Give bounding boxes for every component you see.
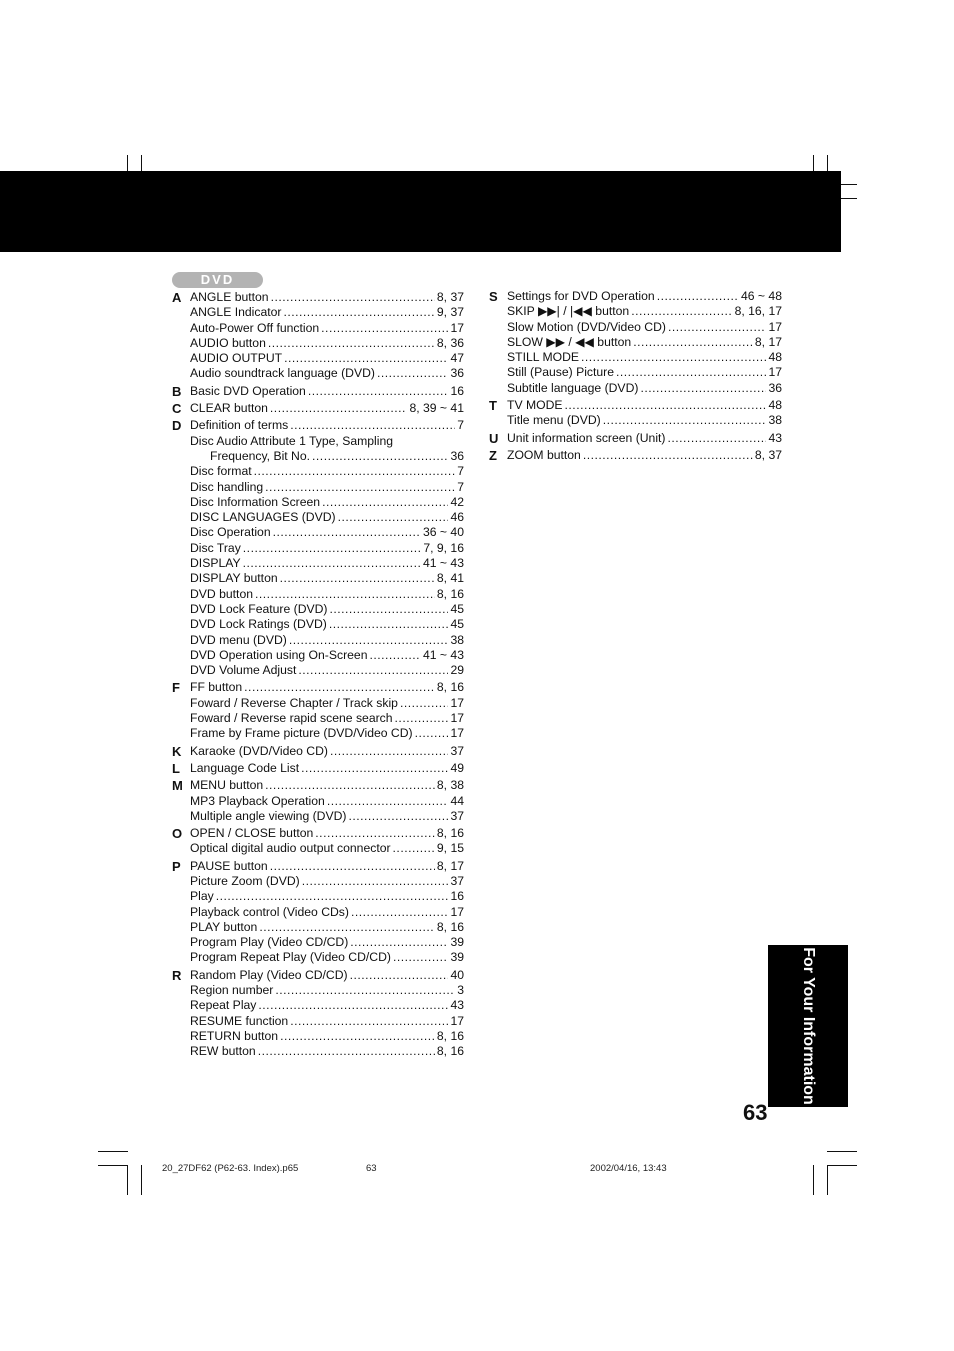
dot-leader <box>258 998 448 1013</box>
index-letter-group <box>489 431 782 446</box>
index-term: Play <box>190 889 214 904</box>
index-term: Still (Pause) Picture <box>507 365 615 380</box>
dot-leader <box>377 366 448 381</box>
index-entry <box>190 464 464 479</box>
index-letter-group <box>489 289 782 396</box>
dot-leader <box>284 351 448 366</box>
dot-leader <box>369 648 421 663</box>
index-entry <box>507 304 782 319</box>
index-entry <box>190 950 464 965</box>
index-pages: 41 ~ 43 <box>422 647 464 662</box>
index-letter: Z <box>489 447 497 463</box>
index-pages: 37 <box>450 808 464 823</box>
index-letter-group <box>489 398 782 429</box>
index-term: ZOOM button <box>507 447 581 462</box>
index-term: Definition of terms <box>190 418 289 433</box>
index-term: Slow Motion (DVD/Video CD) <box>507 319 666 334</box>
index-entry <box>190 510 464 525</box>
index-pages: 36 <box>450 366 464 381</box>
index-pages: 43 <box>450 998 464 1013</box>
dot-leader <box>583 448 753 463</box>
index-term: REW button <box>190 1044 256 1059</box>
dot-leader <box>270 859 435 874</box>
dot-leader <box>290 418 455 433</box>
index-pages: 41 ~ 43 <box>422 556 464 571</box>
index-term: Disc format <box>190 464 252 479</box>
index-letter-group <box>172 680 464 741</box>
dot-leader <box>259 920 435 935</box>
index-pages: 39 <box>450 950 464 965</box>
footer-timestamp: 2002/04/16, 13:43 <box>590 1163 667 1174</box>
index-letter-group <box>489 448 782 463</box>
index-term: Playback control (Video CDs) <box>190 904 349 919</box>
index-entry <box>190 889 464 904</box>
index-pages: 9, 37 <box>436 305 464 320</box>
index-term: FF button <box>190 680 243 695</box>
dot-leader <box>329 617 449 632</box>
dot-leader <box>243 541 422 556</box>
index-pages: 17 <box>450 904 464 919</box>
crop-mark <box>813 1165 814 1195</box>
index-pages: 39 <box>450 935 464 950</box>
index-pages: 36 ~ 40 <box>422 525 464 540</box>
dot-leader <box>350 968 449 983</box>
index-entry <box>190 366 464 381</box>
index-entry <box>190 525 464 540</box>
index-term: Basic DVD Operation <box>190 383 306 398</box>
index-term: TV MODE <box>507 398 563 413</box>
index-pages: 46 <box>450 510 464 525</box>
dot-leader <box>301 761 448 776</box>
index-term: Frame by Frame picture (DVD/Video CD) <box>190 726 413 741</box>
index-pages: 45 <box>450 601 464 616</box>
index-entry <box>507 381 782 396</box>
index-term: Random Play (Video CD/CD) <box>190 967 348 982</box>
index-letter: U <box>489 430 499 446</box>
index-entry <box>190 761 464 776</box>
index-letter: C <box>172 401 182 417</box>
dot-leader <box>312 449 448 464</box>
index-pages: 8, 16 <box>436 1028 464 1043</box>
side-tab-label: For Your Information <box>800 947 817 1105</box>
dot-leader <box>254 464 456 479</box>
index-pages: 7 <box>457 418 464 433</box>
index-entry <box>190 809 464 824</box>
index-pages: 16 <box>450 383 464 398</box>
index-pages: 44 <box>450 793 464 808</box>
index-entry <box>190 321 464 336</box>
index-entry <box>190 794 464 809</box>
index-pages: 17 <box>450 1013 464 1028</box>
index-term: Program Play (Video CD/CD) <box>190 935 349 950</box>
index-term: DVD Volume Adjust <box>190 663 297 678</box>
index-entry <box>190 495 464 510</box>
index-pages: 37 <box>450 873 464 888</box>
dot-leader <box>565 398 767 413</box>
index-left-column <box>172 290 464 1062</box>
footer-page: 63 <box>366 1163 377 1174</box>
crop-mark <box>98 1151 128 1152</box>
index-term: Disc Tray <box>190 540 241 555</box>
index-entry <box>190 859 464 874</box>
dot-leader <box>631 304 732 319</box>
index-pages: 8, 38 <box>436 778 464 793</box>
index-pages: 38 <box>450 632 464 647</box>
index-pages: 45 <box>450 617 464 632</box>
index-term: Settings for DVD Operation <box>507 289 655 303</box>
index-pages: 38 <box>768 413 782 428</box>
index-letter-group <box>172 826 464 857</box>
index-entry <box>190 841 464 856</box>
index-letter-group <box>172 418 464 678</box>
dot-leader <box>244 680 435 695</box>
index-term: OPEN / CLOSE button <box>190 826 314 841</box>
index-entry <box>190 663 464 678</box>
index-letter-group <box>172 401 464 416</box>
crop-mark <box>827 1165 857 1166</box>
index-entry <box>190 920 464 935</box>
index-term: RESUME function <box>190 1013 289 1028</box>
dot-leader <box>657 289 739 304</box>
index-entry <box>190 290 464 305</box>
index-letter-group <box>172 744 464 759</box>
dot-leader <box>298 663 448 678</box>
dot-leader <box>283 305 434 320</box>
crop-mark <box>127 1165 128 1195</box>
dot-leader <box>603 413 767 428</box>
index-entry <box>190 418 464 433</box>
index-term: Picture Zoom (DVD) <box>190 873 300 888</box>
index-entry <box>190 587 464 602</box>
index-entry <box>190 696 464 711</box>
index-entry <box>507 431 782 446</box>
index-term: DVD Operation using On-Screen <box>190 647 368 662</box>
index-letter: O <box>172 826 183 842</box>
index-entry <box>190 1014 464 1029</box>
index-letter: B <box>172 383 182 399</box>
index-letter-group <box>172 778 464 824</box>
index-term: Unit information screen (Unit) <box>507 430 666 445</box>
index-term: DVD Lock Feature (DVD) <box>190 601 328 616</box>
dot-leader <box>415 726 449 741</box>
dot-leader <box>270 401 408 416</box>
index-entry <box>190 968 464 983</box>
index-pages: 17 <box>450 320 464 335</box>
dot-leader <box>327 794 449 809</box>
index-pages: 17 <box>768 365 782 380</box>
index-letter-group <box>172 384 464 399</box>
crop-mark <box>827 1165 828 1195</box>
index-term: Title menu (DVD) <box>507 413 601 428</box>
dot-leader <box>280 571 435 586</box>
index-pages: 48 <box>768 398 782 413</box>
index-entry <box>190 434 464 465</box>
index-pages: 7, 9, 16 <box>423 540 464 555</box>
index-pages: 8, 37 <box>436 290 464 304</box>
index-pages: 40 <box>450 967 464 982</box>
index-term: MENU button <box>190 778 264 793</box>
index-term: Repeat Play <box>190 998 257 1013</box>
page-number: 63 <box>743 1100 768 1125</box>
dot-leader <box>289 633 449 648</box>
dot-leader <box>348 809 448 824</box>
crop-mark <box>827 1151 857 1152</box>
index-term: SLOW ▶▶ / ◀◀ button <box>507 334 632 349</box>
index-entry <box>507 289 782 304</box>
index-term: DISPLAY button <box>190 571 278 586</box>
dot-leader <box>668 320 766 335</box>
index-pages: 8, 37 <box>754 447 782 462</box>
index-entry <box>507 320 782 335</box>
index-letter: D <box>172 418 182 434</box>
index-letter-group <box>172 859 464 966</box>
index-entry <box>190 680 464 695</box>
index-term: DVD menu (DVD) <box>190 632 287 647</box>
index-entry <box>507 413 782 428</box>
index-entry <box>507 448 782 463</box>
index-letter-group <box>172 968 464 1060</box>
index-term: SKIP ▶▶| / |◀◀ button <box>507 304 630 319</box>
index-term: DISPLAY <box>190 556 241 571</box>
index-entry <box>190 336 464 351</box>
index-term: Karaoke (DVD/Video CD) <box>190 743 328 758</box>
index-term: DVD button <box>190 586 254 601</box>
crop-mark <box>98 1165 128 1166</box>
dot-leader <box>351 905 448 920</box>
index-entry <box>190 983 464 998</box>
index-term: DISC LANGUAGES (DVD) <box>190 510 336 525</box>
index-entry <box>190 726 464 741</box>
index-term: Disc Information Screen <box>190 494 321 509</box>
index-entry <box>190 935 464 950</box>
index-entry <box>190 351 464 366</box>
index-letter: K <box>172 743 182 759</box>
index-right-column <box>489 289 782 465</box>
index-term: Foward / Reverse rapid scene search <box>190 711 393 726</box>
index-pages: 8, 16 <box>436 680 464 695</box>
dot-leader <box>216 889 449 904</box>
index-term: Optical digital audio output connector <box>190 841 391 856</box>
dot-leader <box>633 335 753 350</box>
index-term: Disc handling <box>190 479 264 494</box>
index-term: PLAY button <box>190 919 258 934</box>
index-pages: 7 <box>457 464 464 479</box>
dot-leader <box>275 983 455 998</box>
dot-leader <box>322 495 448 510</box>
index-entry <box>190 778 464 793</box>
dot-leader <box>400 696 449 711</box>
index-pages: 17 <box>450 726 464 741</box>
dot-leader <box>265 778 435 793</box>
index-term: DVD Lock Ratings (DVD) <box>190 617 327 632</box>
index-term: Multiple angle viewing (DVD) <box>190 808 347 823</box>
index-letter: F <box>172 680 180 696</box>
index-entry <box>190 384 464 399</box>
dot-leader <box>330 744 448 759</box>
index-entry <box>190 305 464 320</box>
index-pages: 42 <box>450 494 464 509</box>
index-letter: S <box>489 289 498 304</box>
index-pages: 3 <box>457 983 464 998</box>
index-term: Audio soundtrack language (DVD) <box>190 366 375 381</box>
dot-leader <box>243 556 421 571</box>
index-term: ANGLE button <box>190 290 269 304</box>
index-entry <box>190 401 464 416</box>
index-letter: T <box>489 398 497 414</box>
index-term: ANGLE Indicator <box>190 305 282 320</box>
side-tab <box>768 945 848 1107</box>
dot-leader <box>268 336 435 351</box>
index-term: CLEAR button <box>190 401 268 416</box>
footer-file: 20_27DF62 (P62-63. Index).p65 <box>162 1163 299 1174</box>
index-term: Region number <box>190 983 274 998</box>
index-entry <box>190 556 464 571</box>
dot-leader <box>280 1029 435 1044</box>
index-pages: 17 <box>450 711 464 726</box>
index-letter: R <box>172 967 182 983</box>
index-entry <box>507 350 782 365</box>
dot-leader <box>255 587 435 602</box>
dot-leader <box>302 874 449 889</box>
index-entry <box>507 365 782 380</box>
dot-leader <box>315 826 435 841</box>
index-entry <box>190 571 464 586</box>
index-pages: 47 <box>450 351 464 366</box>
index-term: Auto-Power Off function <box>190 320 320 335</box>
index-entry <box>190 1044 464 1059</box>
index-pages: 16 <box>450 889 464 904</box>
dot-leader <box>581 350 766 365</box>
index-entry <box>190 905 464 920</box>
index-term-continuation: Frequency, Bit No. <box>210 448 311 463</box>
index-term: Language Code List <box>190 760 300 775</box>
dot-leader <box>338 510 449 525</box>
index-letter-group <box>172 290 464 382</box>
index-pages: 49 <box>450 760 464 775</box>
index-term: AUDIO OUTPUT <box>190 351 283 366</box>
index-pages: 8, 16, 17 <box>734 304 782 319</box>
header-band <box>0 171 841 252</box>
index-term: AUDIO button <box>190 335 266 350</box>
dot-leader <box>668 431 767 446</box>
index-letter: L <box>172 760 180 776</box>
dot-leader <box>258 1044 435 1059</box>
index-term: PAUSE button <box>190 858 268 873</box>
index-entry <box>190 998 464 1013</box>
dot-leader <box>393 841 435 856</box>
index-pages: 8, 16 <box>436 919 464 934</box>
index-pages: 8, 39 ~ 41 <box>409 401 464 416</box>
index-entry <box>190 744 464 759</box>
dot-leader <box>616 365 766 380</box>
index-pages: 46 ~ 48 <box>740 289 782 303</box>
index-term: Foward / Reverse Chapter / Track skip <box>190 695 398 710</box>
index-pages: 43 <box>768 430 782 445</box>
index-pages: 48 <box>768 350 782 365</box>
index-pages: 37 <box>450 743 464 758</box>
index-letter: A <box>172 290 182 305</box>
index-term: Program Repeat Play (Video CD/CD) <box>190 950 391 965</box>
index-entry <box>507 335 782 350</box>
index-entry <box>190 480 464 495</box>
index-entry <box>190 874 464 889</box>
index-pages: 9, 15 <box>436 841 464 856</box>
index-entry <box>190 1029 464 1044</box>
dot-leader <box>290 1014 448 1029</box>
index-entry <box>190 617 464 632</box>
index-pages: 36 <box>450 448 464 463</box>
index-pages: 8, 16 <box>436 826 464 841</box>
index-term: Subtitle language (DVD) <box>507 380 639 395</box>
index-entry <box>190 711 464 726</box>
index-pages: 17 <box>450 695 464 710</box>
dot-leader <box>321 321 448 336</box>
index-entry <box>190 541 464 556</box>
index-pages: 8, 36 <box>436 335 464 350</box>
index-pages: 8, 16 <box>436 586 464 601</box>
dot-leader <box>329 602 448 617</box>
dot-leader <box>393 950 448 965</box>
index-letter: P <box>172 858 181 874</box>
index-letter: M <box>172 778 183 794</box>
index-term: Disc Operation <box>190 525 271 540</box>
index-pages: 7 <box>457 479 464 494</box>
index-pages: 36 <box>768 380 782 395</box>
dot-leader <box>308 384 449 399</box>
dot-leader <box>265 480 455 495</box>
index-pages: 8, 16 <box>436 1044 464 1059</box>
index-entry <box>190 826 464 841</box>
index-pages: 8, 41 <box>436 571 464 586</box>
dot-leader <box>395 711 449 726</box>
index-pages: 8, 17 <box>754 334 782 349</box>
index-entry <box>190 648 464 663</box>
index-entry <box>507 398 782 413</box>
dot-leader <box>350 935 448 950</box>
index-letter-group <box>172 761 464 776</box>
section-pill: DVD <box>172 272 263 288</box>
index-term: Disc Audio Attribute 1 Type, Sampling <box>190 433 394 448</box>
index-entry <box>190 602 464 617</box>
index-entry <box>190 633 464 648</box>
dot-leader <box>273 525 421 540</box>
crop-mark <box>141 1165 142 1195</box>
index-term: STILL MODE <box>507 350 580 365</box>
dot-leader <box>271 290 435 305</box>
index-pages: 29 <box>450 663 464 678</box>
index-pages: 8, 17 <box>436 858 464 873</box>
index-pages: 17 <box>768 319 782 334</box>
dot-leader <box>640 381 766 396</box>
index-term: RETURN button <box>190 1028 279 1043</box>
index-term: MP3 Playback Operation <box>190 793 325 808</box>
